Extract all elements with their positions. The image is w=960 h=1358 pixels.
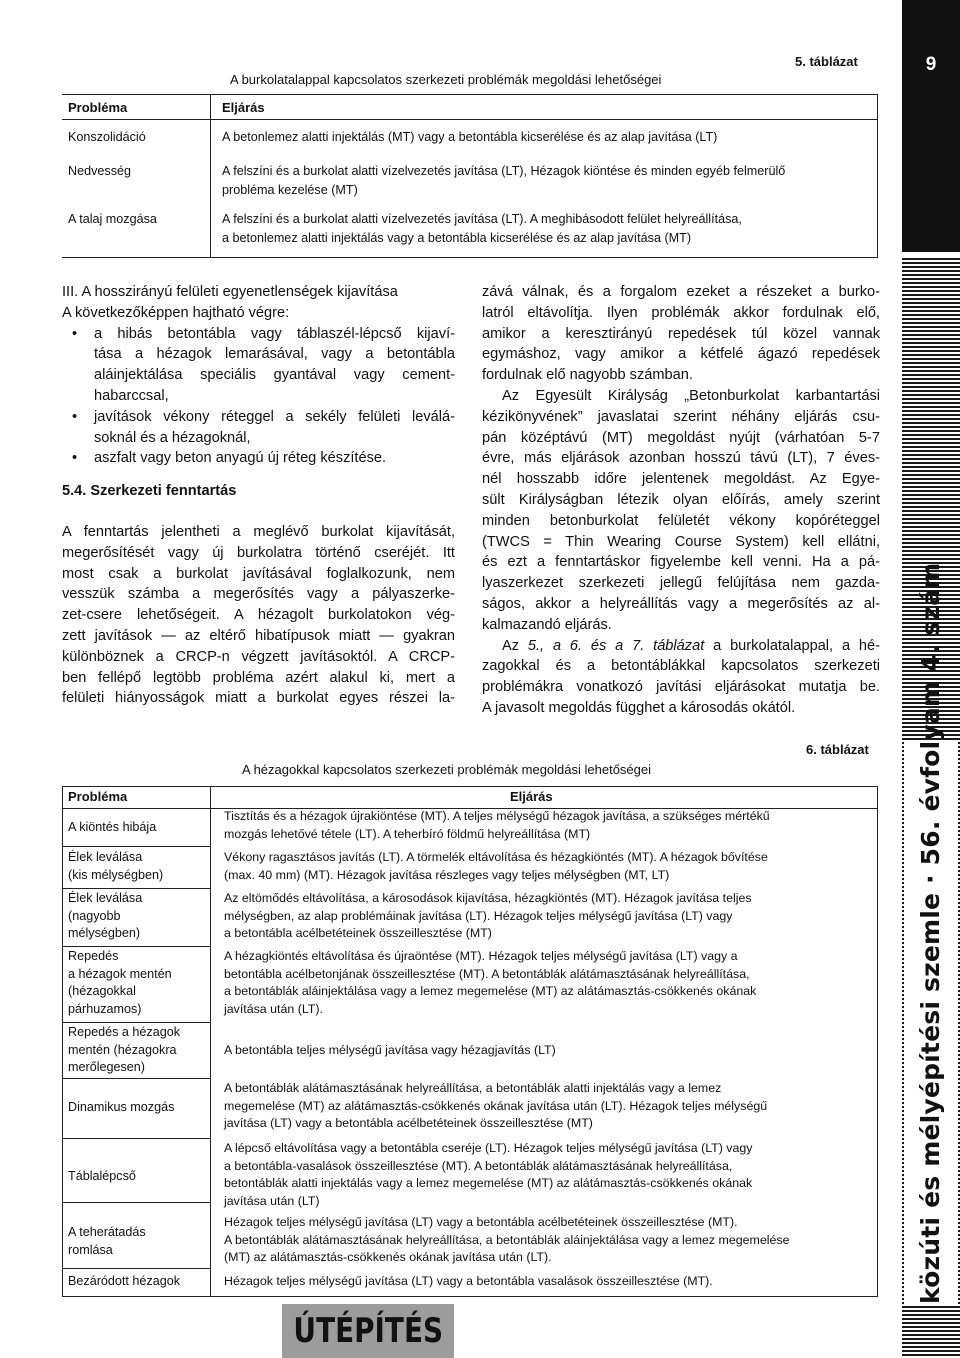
table6-header-procedure: Eljárás xyxy=(510,789,553,804)
body-line: javítások vékony réteggel a sekély felületi leválá- xyxy=(94,408,455,425)
table5-title: A burkolatalappal kapcsolatos szerkezeti problémák megoldási lehetőségei xyxy=(230,72,662,87)
body-line: ságos, akkor a helyreállítás vagy a megerősítés az al- xyxy=(482,595,880,612)
table6-row-problem: A teherátadás romlása xyxy=(68,1225,146,1257)
body-line: Az 5., a 6. és a 7. táblázat a burkolatalappal, a hé- xyxy=(502,637,880,654)
body-line: lyaszerkezet szerkezeti jellegű felújítása nem gazda- xyxy=(482,575,880,592)
body-line: most csak a burkolat javításával foglalkozunk, nem xyxy=(62,565,455,582)
table5-number: 5. táblázat xyxy=(795,54,858,69)
bullet-item xyxy=(62,407,455,449)
body-line: latról eltávolítja. Ilyen problémák akkor fordulnak elő, xyxy=(482,304,880,321)
article-right-column xyxy=(482,282,880,719)
bullet-item xyxy=(62,324,455,407)
body-line: fordulnak elő nagyobb számban. xyxy=(482,367,693,384)
page-number: 9 xyxy=(902,0,960,252)
table6-row-procedure: Az eltömődés eltávolítása, a károsodások kijavítása, hézagkiöntés (MT). Hézagok javítása teljes mélységben, az alap problémáinak javítása (LT). Hézagok teljes mélységű javítása (LT) vagy a betontábla acélbetéteinek összeillesztése (MT) xyxy=(224,891,752,940)
body-line: kézikönyvének” javaslatai szerint néhány eljárás csu- xyxy=(482,408,880,425)
table5-row-procedure: probléma kezelése (MT) xyxy=(222,183,358,197)
table6-row-problem: Táblalépcső xyxy=(68,1169,136,1183)
body-line: A javasolt megoldás függhet a károsodás okától. xyxy=(482,699,796,716)
table6-row-problem: A kiöntés hibája xyxy=(68,820,157,834)
table6-header-problem: Probléma xyxy=(68,789,128,804)
table6-row-problem: Bezáródott hézagok xyxy=(68,1274,181,1288)
body-line: A következőképpen hajtható végre: xyxy=(62,304,290,321)
table6-row-procedure: A hézagkiöntés eltávolítása és újraöntése (MT). Hézagok teljes mélységű javítása (LT) vagy a betontábla acélbetonjának összeillesztése (MT). A betontáblák alátámasztásának helyreállítása, a betontáblák aláinjektálása vagy a lemez megemelése (MT) az alátámasztás-csökkenés okának javítása után (LT). xyxy=(224,949,757,1016)
table6-number: 6. táblázat xyxy=(806,742,869,757)
table5-header-procedure: Eljárás xyxy=(222,100,265,115)
table-reference: 5., a 6. és a 7. táblázat xyxy=(527,637,705,654)
table5-header-problem: Probléma xyxy=(68,100,128,115)
journal-title: közúti és mélyépítési szemle · 56. évfolyam 4. szám xyxy=(916,562,945,1304)
table5-row-procedure: a betonlemez alatti injektálás vagy a betontábla kicserélése és az alap javítása (MT) xyxy=(222,231,692,245)
table6-row-procedure: Hézagok teljes mélységű javítása (LT) vagy a betontábla vasalások összeillesztése (MT). xyxy=(224,1274,713,1288)
body-line: kalmazandó eljárás. xyxy=(482,616,612,633)
table5-row-problem: Konszolidáció xyxy=(68,130,146,144)
body-line: aláinjektálása speciális gyantával vagy cement- xyxy=(94,367,455,384)
body-line: zett javítások — az eltérő hibatípusok miatt — gyakran xyxy=(62,627,455,644)
table6-row-procedure: A lépcső eltávolítása vagy a betontábla cseréje (LT). Hézagok teljes mélységű javítása (LT) vagy a betontábla-vasalások összeillesztése (MT). A betontáblák alátámasztásának helyreállítása, betontáblák alatti injektálás vagy a lemez megemelése (MT) az alátámasztás-csökkenés okának javítása után (LT) xyxy=(224,1141,753,1208)
table6-row-procedure: Hézagok teljes mélységű javítása (LT) vagy a betontábla acélbetéteinek összeillesztése (MT). A betontáblák alátámasztásának helyreállítása, a betontáblák aláinjektálása vagy a lemez megemelése (MT) az alátámasztás-csökkenés okának javítása után (LT). xyxy=(224,1215,790,1264)
table5 xyxy=(62,94,878,257)
table6-row-problem: Dinamikus mozgás xyxy=(68,1100,175,1114)
table6-row-problem: Élek leválása (kis mélységben) xyxy=(68,850,164,882)
utepites-logo xyxy=(282,1304,454,1358)
bullet-item xyxy=(62,448,455,469)
table6-row-problem: Repedés a hézagok mentén (hézagokkal párhuzamos) xyxy=(68,949,172,1016)
body-line: aszfalt vagy beton anyagú új réteg készítése. xyxy=(94,450,387,467)
body-line: tása a hézagok lemarásával, vagy a betontábla xyxy=(94,346,455,363)
body-line: habarccsal, xyxy=(94,387,169,404)
bullet-icon: • xyxy=(72,325,78,342)
body-line: zagokkal és a betontáblákkal kapcsolatos szerkezeti xyxy=(482,658,880,675)
table5-row-procedure: A betonlemez alatti injektálás (MT) vagy a betontábla kicserélése és az alap javítása (LT) xyxy=(222,130,718,144)
bullet-icon: • xyxy=(72,408,78,425)
body-line: zet-csere lehetőségeit. A hézagolt burkolatokon vég- xyxy=(62,607,455,624)
body-line: A fenntartás jelentheti a meglévő burkolat kijavítását, xyxy=(62,523,455,540)
logo-text: ÚTÉPÍTÉS xyxy=(293,1311,443,1351)
section-heading: 5.4. Szerkezeti fenntartás xyxy=(62,483,237,500)
body-line: Az Egyesült Királyság „Betonburkolat karbantartási xyxy=(502,387,880,404)
table6-title: A hézagokkal kapcsolatos szerkezeti problémák megoldási lehetőségei xyxy=(242,762,652,777)
table6 xyxy=(62,786,878,1296)
body-line: felületi hiányosságok miatt a burkolat egyes részei la- xyxy=(62,690,455,707)
body-line: soknál és a hézagoknál, xyxy=(94,429,251,446)
table5-row-procedure: A felszíni és a burkolat alatti vízelvezetés javítása (LT). A meghibásodott felület helyreállítása, xyxy=(222,212,742,226)
body-line: minden betonburkolat felületét vékony kopóréteggel xyxy=(482,512,880,529)
body-line: nél hosszabb időre jelentenek megoldást. Az Egye- xyxy=(482,471,880,488)
body-line: amikor a keresztirányú repedések túl közel vannak xyxy=(482,325,880,342)
journal-title-box xyxy=(904,562,958,1304)
table5-row-problem: Nedvesség xyxy=(68,164,132,178)
body-line: és ezt a fenntartáskor figyelembe kell venni. Ha a pá- xyxy=(482,554,880,571)
section-heading-line: III. A hosszirányú felületi egyenetlenségek kijavítása xyxy=(62,284,398,300)
body-line: problémákra vonatkozó javítási eljárásokat mutatja be. xyxy=(482,679,880,696)
table5-row-problem: A talaj mozgása xyxy=(68,212,157,226)
body-line: évre, más eljárások azonban hosszú távú (LT), 7 éves- xyxy=(482,450,880,467)
body-line: vesszük számba a megerősítés vagy a pályaszerke- xyxy=(62,586,455,603)
body-line: különböznek a CRCP-n végzett javításoktól. A CRCP- xyxy=(62,648,455,665)
table6-row-procedure: A betontábla teljes mélységű javítása vagy hézagjavítás (LT) xyxy=(224,1043,556,1057)
body-line: zává válnak, és a forgalom ezeket a részeket a burko- xyxy=(482,284,880,300)
body-line: egymáshoz, vagy amikor a kétfelé ágazó repedések xyxy=(482,346,880,363)
body-line: a hibás betontábla vagy táblaszél-lépcső kijaví- xyxy=(94,325,455,342)
table6-row-problem: Repedés a hézagok mentén (hézagokra merőlegesen) xyxy=(68,1025,181,1074)
table6-row-problem: Élek leválása (nagyobb mélységben) xyxy=(68,891,143,940)
article-left-column xyxy=(62,282,455,709)
table6-row-procedure: A betontáblák alátámasztásának helyreállítása, a betontáblák alatti injektálás vagy a lemez megemelése (MT) az alátámasztás-csökkenés okának javítása után (LT). Hézagok teljes mélységű javítása (LT) vagy a betontábla acélbetéteinek összeillesztése (MT) xyxy=(224,1081,768,1130)
bullet-icon: • xyxy=(72,450,78,467)
body-line: sült Királyságban létezik olyan előírás, amely szerint xyxy=(482,491,880,508)
body-line: pán középtávú (MT) megoldást nyújt (várhatóan 5-7 xyxy=(482,429,880,446)
body-line: megerősítését vagy új burkolatra történő cseréjét. Itt xyxy=(62,544,455,561)
table6-row-procedure: Vékony ragasztásos javítás (LT). A törmelék eltávolítása és hézagkiöntés (MT). A hézagok bővítése (max. 40 mm) (MT). Hézagok javítása részleges vagy teljes mélységben (MT, LT) xyxy=(224,850,768,882)
body-line: ben fellépő legtöbb probléma azért alakul ki, mert a xyxy=(62,669,455,686)
body-line: (TWCS = Thin Wearing Course System) kell ellátni, xyxy=(482,533,880,550)
table5-row-procedure: A felszíni és a burkolat alatti vízelvezetés javítása (LT), Hézagok kiöntése és minden egyéb felmerülő xyxy=(222,164,786,178)
table6-row-procedure: Tisztítás és a hézagok újrakiöntése (MT). A teljes mélységű hézagok javítása, a szükséges mértékű mozgás lehetővé tétele (LT). A teherbíró földmű helyreállítása (MT) xyxy=(224,809,770,841)
